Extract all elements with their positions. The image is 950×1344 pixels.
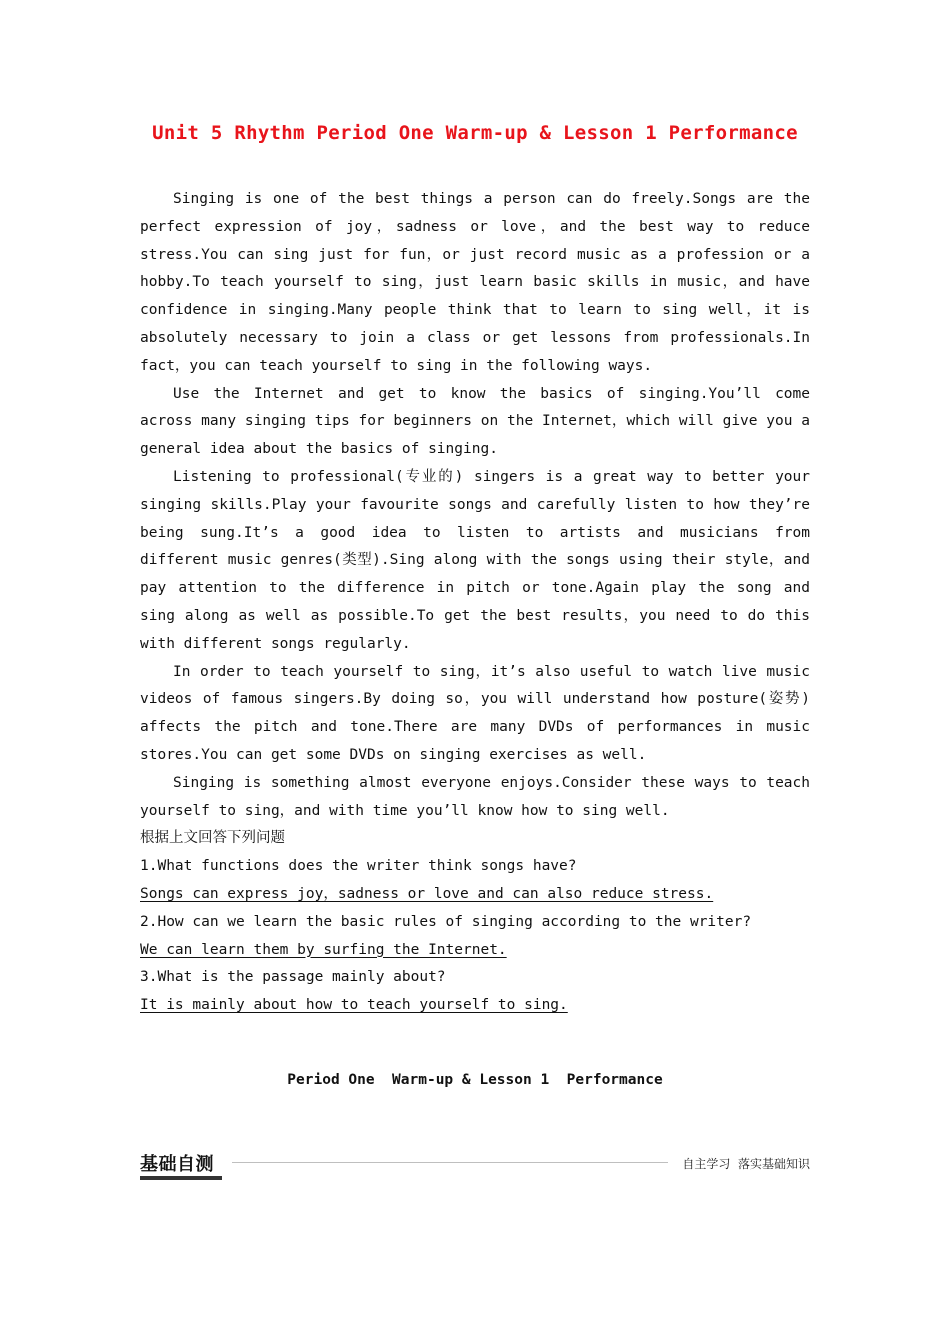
questions-instruction: 根据上文回答下列问题	[140, 830, 285, 847]
paragraph-3: Listening to professional(专业的) singers is a great way to better your singing skills.Play your favourite songs and carefully listen to how they’re being sung.It’s a good idea to listen to artists and musicians from different music genres(类型).Sing along with the songs using their style，and pay attention to the difference in pitch or tone.Again play the song and sing along as well as possible.To get the best results，you need to do this with different songs regularly.	[140, 468, 810, 652]
section-band-underline	[140, 1176, 222, 1180]
paragraph-1: Singing is one of the best things a person can do freely.Songs are the perfect expression of joy，sadness or love，and the best way to reduce stress.You can sing just for fun，or just record music as a profession or a hobby.To teach yourself to sing，just learn basic skills in music，and have confidence in singing.Many people think that to learn to sing well，it is absolutely necessary to join a class or get lessons from professionals.In fact，you can teach yourself to sing in the following ways.	[140, 191, 810, 374]
section-band-title: 基础自测	[140, 1154, 214, 1175]
paragraph-2: Use the Internet and get to know the basics of singing.You’ll come across many singing tips for beginners on the Internet，which will give you a general idea about the basics of singing.	[140, 385, 810, 458]
section-band-divider	[232, 1162, 668, 1163]
period-subtitle: Period One Warm-up & Lesson 1 Performance	[287, 1072, 663, 1088]
question-3: 3.What is the passage mainly about?	[140, 969, 446, 986]
passage	[140, 186, 810, 1020]
answer-1: Songs can express joy，sadness or love and can also reduce stress.	[140, 885, 714, 902]
question-1: 1.What functions does the writer think songs have?	[140, 858, 577, 875]
paragraph-5: Singing is something almost everyone enjoys.Consider these ways to teach yourself to sing，and with time you’ll know how to sing well.	[140, 774, 810, 819]
document-title: Unit 5 Rhythm Period One Warm-up & Lesson 1 Performance	[152, 122, 798, 144]
answer-3: It is mainly about how to teach yourself to sing.	[140, 997, 568, 1014]
section-band	[140, 1150, 810, 1184]
section-band-caption: 自主学习 落实基础知识	[682, 1157, 810, 1171]
paragraph-4: In order to teach yourself to sing，it’s also useful to watch live music videos of famous singers.By doing so，you will understand how posture(姿势) affects the pitch and tone.There are many DVDs of performances in music stores.You can get some DVDs on singing exercises as well.	[140, 663, 810, 763]
question-2: 2.How can we learn the basic rules of singing according to the writer?	[140, 913, 752, 930]
answer-2: We can learn them by surfing the Internet.	[140, 941, 507, 958]
